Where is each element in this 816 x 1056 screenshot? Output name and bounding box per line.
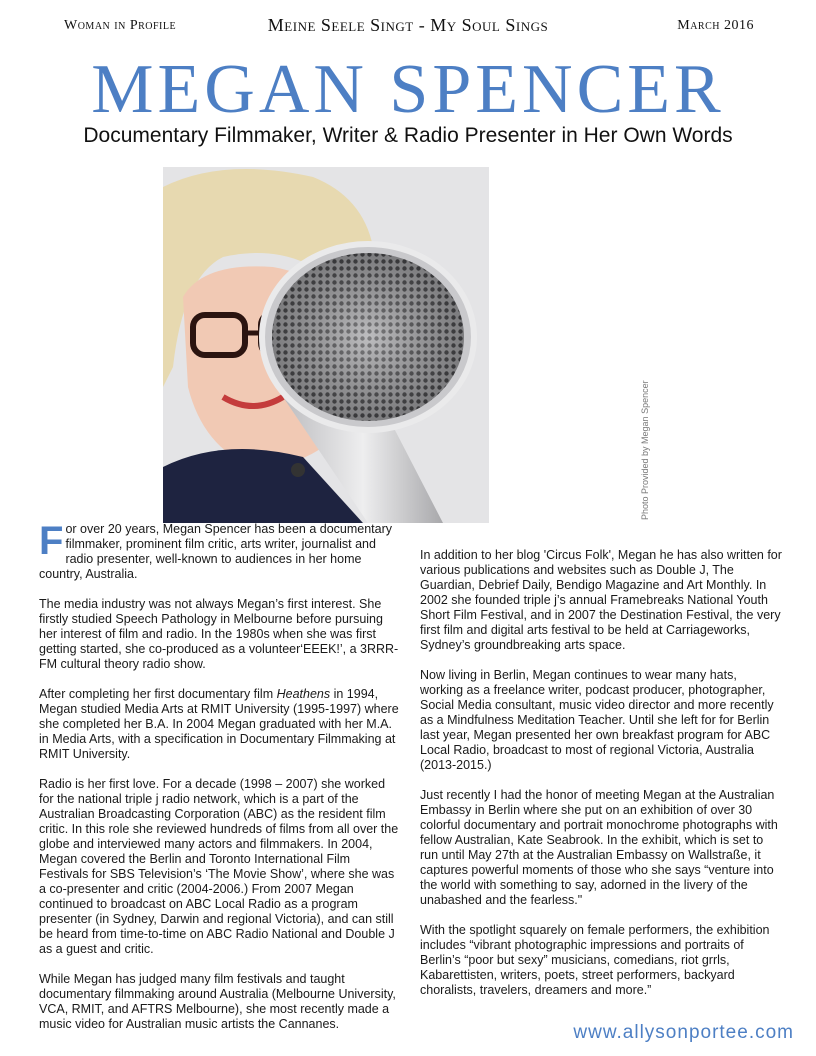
footer-website-link[interactable]: www.allysonportee.com <box>573 1022 794 1043</box>
article-right-column <box>420 548 782 1013</box>
page-subtitle: Documentary Filmmaker, Writer & Radio Presenter in Her Own Words <box>83 124 733 147</box>
article-paragraph: Now living in Berlin, Megan continues to wear many hats, working as a freelance writer, podcast producer, photographer, Social Media consultant, music video director and more recently as a Mindfulness Meditation Teacher. Until she left for for Berlin last year, Megan presented her own breakfast program for ABC Local Radio, broadcast to most of regional Victoria, Australia (2013-2015.) <box>420 668 774 772</box>
header-section-label: Woman in Profile <box>64 18 177 33</box>
header-date: March 2016 <box>677 18 754 33</box>
article-paragraph: The media industry was not always Megan’s first interest. She firstly studied Speech Pathology in Melbourne before pursuing her interest of film and radio. In the 1980s when she was first getting started, she co-produced as a volunteer‘EEEK!’, a 3RRR-FM cultural theory radio show. <box>39 597 399 671</box>
header-column-title: Meine Seele Singt - My Soul Sings <box>267 15 549 35</box>
article-paragraph: With the spotlight squarely on female performers, the exhibition includes “vibrant photographic impressions and portraits of Berlin’s “poor but sexy” musicians, comedians, riot grrls, Kabarettisten, writers, poets, street performers, backyard choralists, travelers, dreamers and more.” <box>420 923 770 997</box>
article-paragraph: Radio is her first love. For a decade (1998 – 2007) she worked for the national triple j radio network, which is a part of the Australian Broadcasting Corporation (ABC) as the resident film critic. In this role she reviewed hundreds of films from all over the globe and interviewed many actors and filmmakers. In 2004, Megan covered the Berlin and Toronto International Film Festivals for SBS Television’s ‘The Movie Show’, where she was a co-presenter and critic (2004-2006.) From 2007 Megan continued to broadcast on ABC Local Radio as a program presenter (in Sydney, Darwin and regional Victoria), and can still be heard from time-to-time on ABC Radio National and Double J as a guest and critic. <box>39 777 399 956</box>
page-title: MEGAN SPENCER <box>91 51 725 128</box>
portrait-photo <box>163 167 489 523</box>
portrait-with-microphone-image <box>163 167 489 523</box>
article-left-column <box>39 519 399 1047</box>
article-paragraph: In addition to her blog 'Circus Folk', Megan he has also written for various publications and websites such as Double J, The Guardian, Debrief Daily, Bendigo Magazine and Art Monthly. In 2002 she founded triple j’s annual Framebreaks National Youth Short Film Festival, and in 2007 the Destination Festival, the very first film and digital arts festival to be held at Carriageworks, Sydney’s groundbreaking arts space. <box>420 548 782 652</box>
article-paragraph: Just recently I had the honor of meeting Megan at the Australian Embassy in Berlin where she put on an exhibition of over 30 colorful documentary and portrait monochrome photographs with fellow Australian, Kate Seabrook. In the exhibit, which is set to run until May 27th at the Australian Embassy on Wallstraße, it captures powerful moments of those who she says “venture into the world with something to say, adorned in the livery of the unabashed and the fearless." <box>420 788 778 907</box>
article-paragraph: For over 20 years, Megan Spencer has been a documentary filmmaker, prominent film critic, arts writer, journalist and radio presenter, well-known to audiences in her home country, Australia. <box>39 519 393 581</box>
photo-credit: Photo Provided by Megan Spencer <box>640 380 650 520</box>
article-paragraph: While Megan has judged many film festivals and taught documentary filmmaking around Australia (Melbourne University, VCA, RMIT, and AFTRS Melbourne), she most recently made a music video for Australian music artists the Cannanes. <box>39 972 396 1031</box>
film-title: Heathens <box>276 687 331 701</box>
drop-cap: F <box>39 519 64 563</box>
article-paragraph: After completing her first documentary film Heathens in 1994, Megan studied Media Arts at RMIT University (1995-1997) where she completed her B.A. In 2004 Megan graduated with her M.A. in Media Arts, with a specification in Documentary Filmmaking at RMIT University. <box>39 687 399 761</box>
